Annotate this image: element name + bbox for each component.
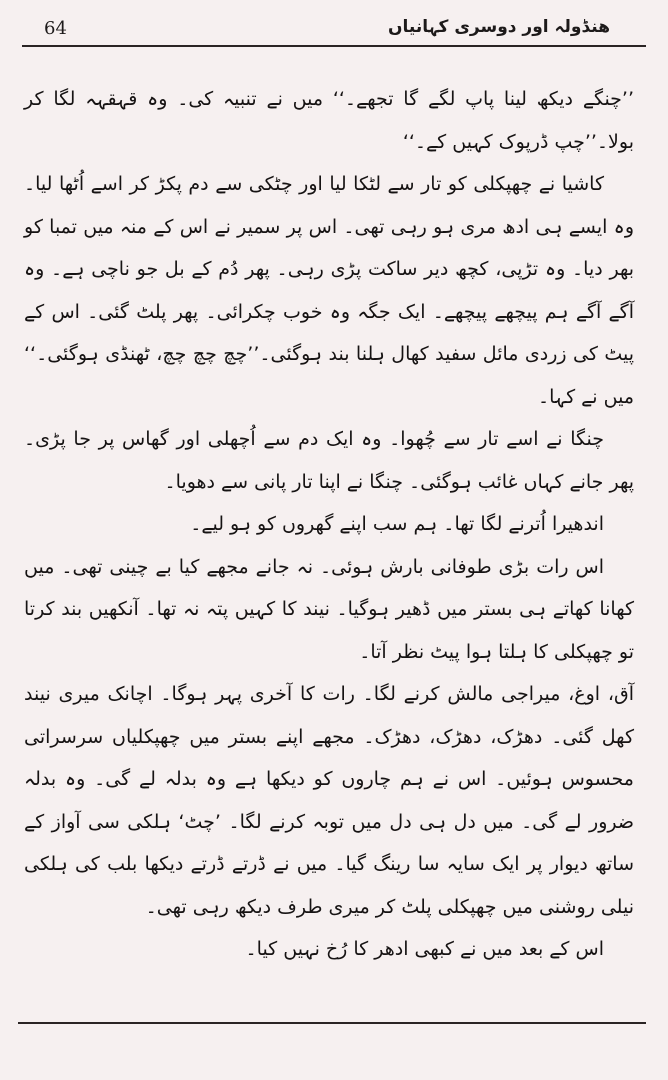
story-text [24, 78, 634, 971]
page-number: 64 [44, 18, 67, 39]
header-rule [22, 45, 646, 47]
paragraph: ’’چنگے دیکھ لینا پاپ لگے گا تجھے۔‘‘ میں نے تنبیہ کی۔ وہ قہقہہ لگا کر بولا۔’’چپ ڈرپوک کہیں کے۔‘‘ [24, 88, 634, 153]
book-title: ھنڈولہ اور دوسری کہانیاں [387, 17, 610, 37]
paragraph: چنگا نے اسے تار سے چُھوا۔ وہ ایک دم سے اُچھلی اور گھاس پر جا پڑی۔ پھر جانے کہاں غائب ہوگئی۔ چنگا نے اپنا تار پانی سے دھویا۔ [24, 428, 634, 493]
running-header [22, 14, 646, 44]
paragraph: آق، اوغ، میراجی مالش کرنے لگا۔ رات کا آخری پہر ہوگا۔ اچانک میری نیند کھل گئی۔ دھڑک، دھڑک، دھڑک۔ مجھے اپنے بستر میں چھپکلیاں سرسراتی محسوس ہوئیں۔ اس نے ہم چاروں کو دیکھا ہے وہ بدلہ لے گی۔ وہ بدلہ ضرور لے گی۔ میں دل ہی دل میں توبہ کرنے لگا۔ ’چٹ‘ ہلکی سی آواز کے ساتھ دیوار پر ایک سایہ سا رینگ گیا۔ میں نے ڈرتے ڈرتے دیکھا بلب کی ہلکی نیلی روشنی میں چھپکلی پلٹ کر میری طرف دیکھ رہی تھی۔ [24, 683, 634, 918]
paragraph: کاشیا نے چھپکلی کو تار سے لٹکا لیا اور چٹکی سے دم پکڑ کر اسے اُٹھا لیا۔ وہ ایسے ہی ادھ مری ہو رہی تھی۔ اس پر سمیر نے اس کے منہ میں تمبا کو بھر دیا۔ وہ تڑپی، کچھ دیر ساکت پڑی رہی۔ پھر دُم کے بل جو ناچی ہے۔ وہ آگے آگے ہم پیچھے پیچھے۔ ایک جگہ وہ خوب چکرائی۔ پھر پلٹ گئی۔ اس کے پیٹ کی زردی مائل سفید کھال ہلنا بند ہوگئی۔’’چچ چچ چچ، ٹھنڈی ہوگئی۔‘‘ میں نے کہا۔ [24, 173, 634, 408]
paragraph: اس کے بعد میں نے کبھی ادھر کا رُخ نہیں کیا۔ [245, 938, 604, 960]
paragraph: اندھیرا اُترنے لگا تھا۔ ہم سب اپنے گھروں کو ہو لیے۔ [190, 513, 604, 535]
paragraph: اس رات بڑی طوفانی بارش ہوئی۔ نہ جانے مجھے کیا بے چینی تھی۔ میں کھانا کھاتے ہی بستر میں ڈھیر ہوگیا۔ نیند کا کہیں پتہ نہ تھا۔ آنکھیں بند کرتا تو چھپکلی کا ہلتا ہوا پیٹ نظر آتا۔ [24, 555, 634, 663]
footer-rule [18, 1022, 646, 1024]
